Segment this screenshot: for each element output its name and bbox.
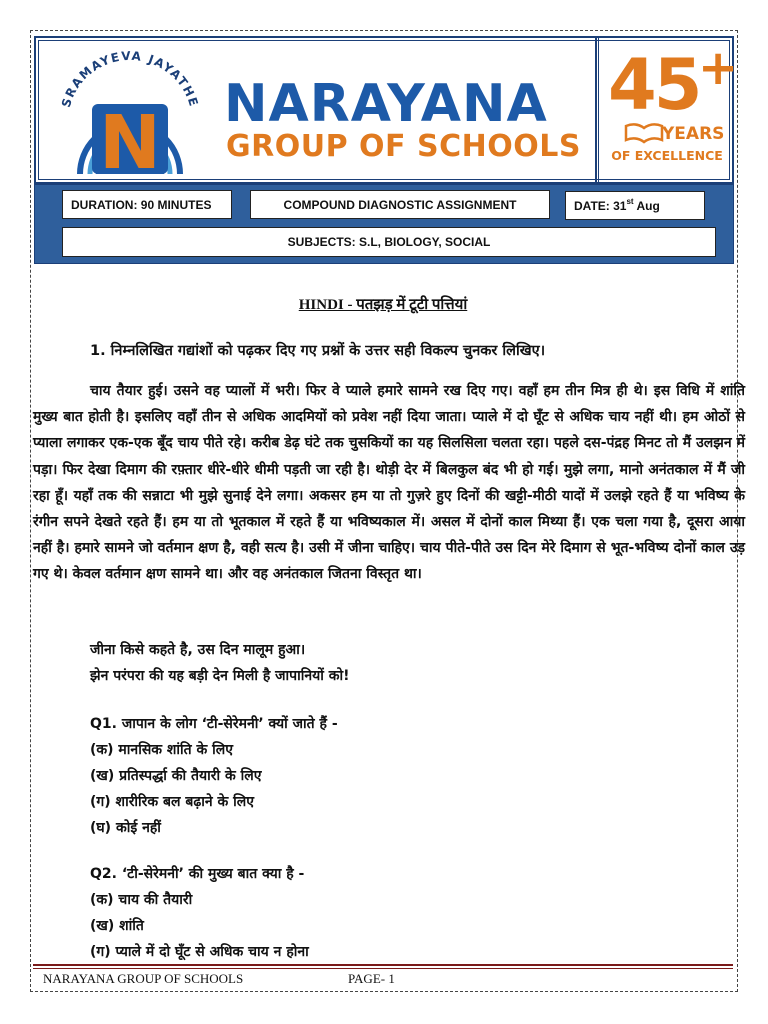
question-2-option-a: (क) चाय की तैयारी	[90, 892, 193, 908]
date-prefix: DATE: 31	[574, 198, 627, 213]
footer-page-number: PAGE- 1	[348, 971, 395, 986]
page-footer	[33, 958, 733, 992]
instruction: 1. निम्नलिखित गद्यांशों को पढ़कर दिए गए प्रश्नों के उत्तर सही विकल्प चुनकर लिखिए।	[90, 343, 546, 359]
question-1-option-d: (घ) कोई नहीं	[90, 820, 161, 836]
assignment-info-band	[34, 184, 734, 264]
section-title	[33, 294, 733, 314]
svg-text:SRAMAYEVA JAYATHE: SRAMAYEVA JAYATHE	[58, 48, 202, 110]
badge-excellence: OF EXCELLENCE	[611, 148, 723, 163]
brand-subtitle: GROUP OF SCHOOLS	[226, 129, 581, 164]
date-suffix: Aug	[633, 198, 660, 213]
badge-years: YEARS	[662, 124, 725, 144]
footer-school-name: NARAYANA GROUP OF SCHOOLS	[43, 971, 244, 986]
section-title-text: HINDI - पतझड़ में टूटी पत्तियां	[298, 297, 468, 313]
footer-rule	[33, 964, 733, 966]
question-2-option-b: (ख) शांति	[90, 918, 144, 934]
footer-rule-thin	[33, 968, 733, 969]
passage-line-2: जीना किसे कहते है, उस दिन मालूम हुआ।	[90, 642, 306, 658]
question-1-option-c: (ग) शारीरिक बल बढ़ाने के लिए	[90, 794, 255, 810]
question-1: Q1. जापान के लोग ‘टी-सेरेमनी’ क्यों जाते हैं -	[90, 716, 338, 732]
letterhead	[34, 36, 739, 184]
narayana-logo-icon	[50, 44, 210, 178]
duration-box: DURATION: 90 MINUTES	[62, 190, 232, 219]
question-2: Q2. ‘टी-सेरेमनी’ की मुख्य बात क्या है -	[90, 866, 305, 882]
question-1-option-b: (ख) प्रतिस्पर्द्धा की तैयारी के लिए	[90, 768, 262, 784]
date-box	[565, 191, 705, 220]
anniversary-badge	[604, 40, 739, 178]
date-ordinal: st	[626, 197, 634, 206]
badge-plus: +	[698, 40, 739, 96]
assignment-title-box: COMPOUND DIAGNOSTIC ASSIGNMENT	[250, 190, 550, 219]
passage-line-3: झेन परंपरा की यह बड़ी देन मिली है जापानियों को!	[90, 668, 350, 684]
subjects-box: SUBJECTS: S.L, BIOLOGY, SOCIAL	[62, 227, 716, 257]
header-divider	[595, 38, 599, 182]
question-2-option-c: (ग) प्याले में दो घूँट से अधिक चाय न होना	[90, 944, 309, 960]
brand-name: NARAYANA	[224, 74, 548, 134]
question-1-option-a: (क) मानसिक शांति के लिए	[90, 742, 234, 758]
open-book-icon	[624, 122, 664, 144]
svg-text:N: N	[99, 100, 161, 178]
badge-number: 45	[608, 44, 700, 126]
passage: चाय तैयार हुई। उसने वह प्यालों में भरी। फिर वे प्याले हमारे सामने रख दिए गए। वहाँ हम तीन मित्र ही थे। इस विधि में शांति मुख्य बात होती है। इसलिए वहाँ तीन से अधिक आदमियों को प्रवेश नहीं दिया जाता। प्याले में दो घूँट से अधिक चाय नहीं थी। हम ओठों से प्याला लगाकर एक-एक बूँद चाय पीते रहे। करीब डेढ़ घंटे तक चुसकियों का यह सिलसिला चलता रहा। पहले दस-पंद्रह मिनट तो मैं उलझन में पड़ा। फिर देखा दिमाग की रफ़्तार धीरे-धीरे धीमी पड़ती जा रही है। थोड़ी देर में बिलकुल बंद भी हो गई। मुझे लगा, मानो अनंतकाल में मैं जी रहा हूँ। यहाँ तक की सन्नाटा भी मुझे सुनाई देने लगा। अकसर हम या तो गुज़रे हुए दिनों की खट्टी-मीठी यादों में उलझे रहते हैं या भविष्य के रंगीन सपने देखते रहते हैं। हम या तो भूतकाल में रहते हैं या भविष्यकाल में। असल में दोनों काल मिथ्या हैं। एक चला गया है, दूसरा आया नहीं है। हमारे सामने जो वर्तमान क्षण है, वही सत्य है। उसी में जीना चाहिए। चाय पीते-पीते उस दिन मेरे दिमाग से भूत-भविष्य दोनों काल उड़ गए थे। केवल वर्तमान क्षण सामने था। और वह अनंतकाल जितना विस्तृत था।	[33, 383, 745, 583]
